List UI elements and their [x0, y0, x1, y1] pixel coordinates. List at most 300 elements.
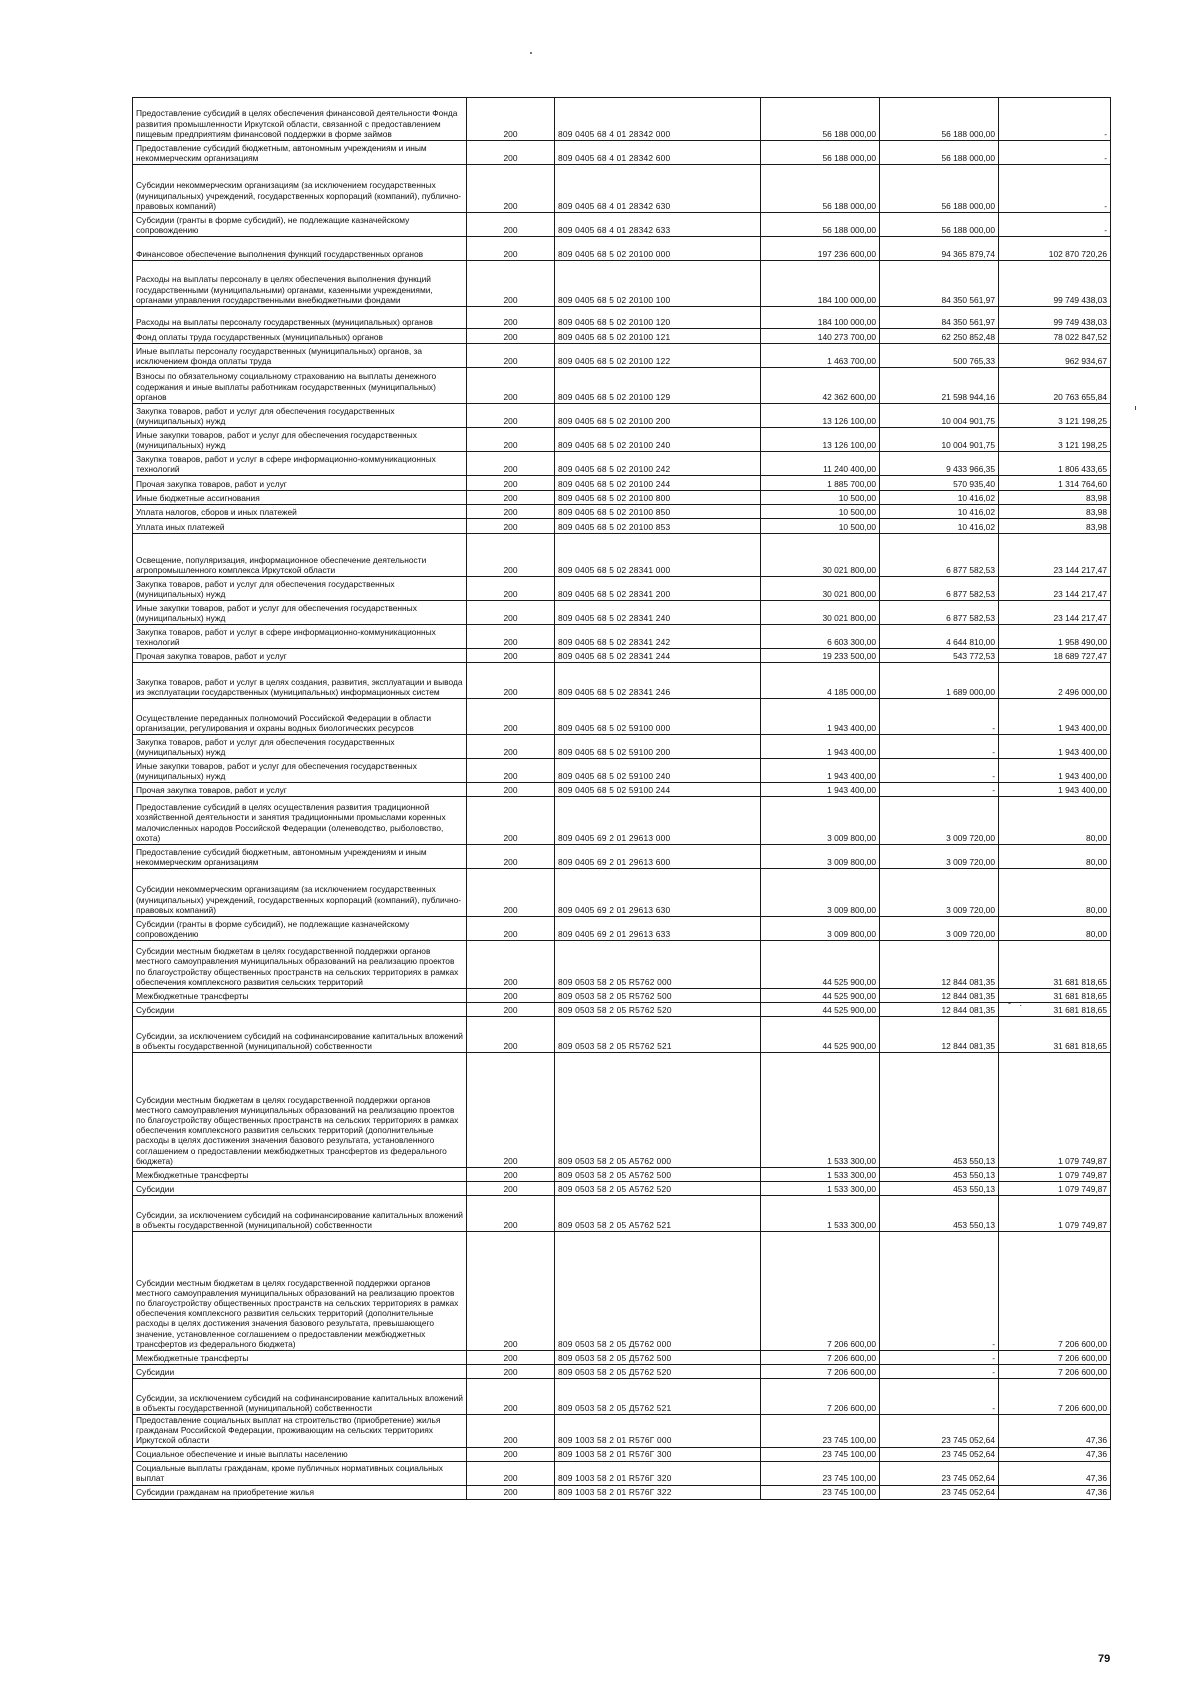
unexecuted-amount: 80,00	[999, 869, 1111, 917]
approved-amount: 3 009 800,00	[761, 845, 880, 869]
executed-amount: 543 772,53	[880, 649, 999, 663]
budget-classification-code: 809 0405 68 5 02 20100 000	[555, 237, 761, 261]
table-row	[133, 491, 1111, 505]
budget-classification-code: 809 0503 58 2 05 Д5762 520	[555, 1365, 761, 1379]
executed-amount: 570 935,40	[880, 476, 999, 491]
budget-classification-code: 809 0405 68 5 02 28341 244	[555, 649, 761, 663]
budget-classification-code: 809 0405 68 5 02 28341 246	[555, 663, 761, 699]
line-item-name: Иные выплаты персоналу государственных (муниципальных) органов, за исключением фонда оплаты труда	[133, 344, 467, 368]
table-row	[133, 476, 1111, 491]
line-item-name: Субсидии местным бюджетам в целях государственной поддержки органов местного самоуправления муниципальных образований на реализацию проектов по благоустройству общественных пространств на сельских территориях в рамках обеспечения комплексного развития сельских территорий (дополнительные расходы в целях достижения значения базового результата, превышающего значение, установленное соглашением о предоставлении межбюджетных трансфертов из федерального бюджета)	[133, 1232, 467, 1351]
line-item-name: Освещение, популяризация, информационное обеспечение деятельности агропромышленного комплекса Иркутской области	[133, 534, 467, 577]
line-item-name: Субсидии (гранты в форме субсидий), не подлежащие казначейскому сопровождению	[133, 213, 467, 237]
line-code: 200	[467, 1053, 555, 1168]
unexecuted-amount: -	[999, 98, 1111, 141]
budget-classification-code: 809 0405 68 5 02 20100 120	[555, 307, 761, 329]
executed-amount: 453 550,13	[880, 1196, 999, 1232]
line-item-name: Субсидии, за исключением субсидий на софинансирование капитальных вложений в объекты государственной (муниципальной) собственности	[133, 1379, 467, 1415]
table-row	[133, 519, 1111, 534]
executed-amount: 56 188 000,00	[880, 165, 999, 213]
line-code: 200	[467, 329, 555, 344]
line-code: 200	[467, 577, 555, 601]
unexecuted-amount: -	[999, 165, 1111, 213]
table-row	[133, 1182, 1111, 1196]
executed-amount: 84 350 561,97	[880, 307, 999, 329]
table-row	[133, 307, 1111, 329]
line-code: 200	[467, 699, 555, 735]
line-item-name: Субсидии некоммерческим организациям (за исключением государственных (муниципальных) учреждений, государственных корпораций (компаний), публично-правовых компаний)	[133, 869, 467, 917]
line-item-name: Закупка товаров, работ и услуг для обеспечения государственных (муниципальных) нужд	[133, 735, 467, 759]
budget-classification-code: 809 0405 68 5 02 20100 853	[555, 519, 761, 534]
approved-amount: 6 603 300,00	[761, 625, 880, 649]
line-code: 200	[467, 476, 555, 491]
line-item-name: Прочая закупка товаров, работ и услуг	[133, 783, 467, 797]
line-item-name: Предоставление субсидий в целях осуществления развития традиционной хозяйственной деятельности и занятия традиционными промыслами коренных малочисленных народов Российской Федерации (оленеводство, рыболовство, охота)	[133, 797, 467, 845]
unexecuted-amount: 20 763 655,84	[999, 368, 1111, 404]
line-item-name: Иные закупки товаров, работ и услуг для обеспечения государственных (муниципальных) нужд	[133, 428, 467, 452]
line-code: 200	[467, 452, 555, 476]
unexecuted-amount: 83,98	[999, 519, 1111, 534]
unexecuted-amount: 1 079 749,87	[999, 1182, 1111, 1196]
budget-classification-code: 809 0503 58 2 05 R5762 000	[555, 941, 761, 989]
approved-amount: 1 533 300,00	[761, 1168, 880, 1182]
approved-amount: 23 745 100,00	[761, 1485, 880, 1499]
table-row	[133, 1485, 1111, 1499]
unexecuted-amount: 1 079 749,87	[999, 1053, 1111, 1168]
table-row	[133, 1447, 1111, 1461]
executed-amount: 3 009 720,00	[880, 797, 999, 845]
budget-classification-code: 809 0405 68 5 02 28341 240	[555, 601, 761, 625]
line-code: 200	[467, 1017, 555, 1053]
unexecuted-amount: 23 144 217,47	[999, 577, 1111, 601]
line-code: 200	[467, 519, 555, 534]
line-code: 200	[467, 663, 555, 699]
unexecuted-amount: 23 144 217,47	[999, 601, 1111, 625]
approved-amount: 30 021 800,00	[761, 601, 880, 625]
unexecuted-amount: 31 681 818,65	[999, 989, 1111, 1003]
budget-execution-table	[132, 97, 1111, 1500]
unexecuted-amount: -	[999, 213, 1111, 237]
budget-classification-code: 809 0503 58 2 05 Д5762 521	[555, 1379, 761, 1415]
table-row	[133, 1365, 1111, 1379]
line-code: 200	[467, 797, 555, 845]
line-item-name: Закупка товаров, работ и услуг для обеспечения государственных (муниципальных) нужд	[133, 404, 467, 428]
line-item-name: Закупка товаров, работ и услуг в сфере информационно-коммуникационных технологий	[133, 625, 467, 649]
unexecuted-amount: 18 689 727,47	[999, 649, 1111, 663]
executed-amount: 84 350 561,97	[880, 261, 999, 307]
line-code: 200	[467, 783, 555, 797]
approved-amount: 1 943 400,00	[761, 735, 880, 759]
table-row	[133, 577, 1111, 601]
approved-amount: 184 100 000,00	[761, 261, 880, 307]
approved-amount: 19 233 500,00	[761, 649, 880, 663]
approved-amount: 197 236 600,00	[761, 237, 880, 261]
line-code: 200	[467, 261, 555, 307]
line-code: 200	[467, 368, 555, 404]
approved-amount: 42 362 600,00	[761, 368, 880, 404]
unexecuted-amount: 47,36	[999, 1485, 1111, 1499]
line-item-name: Предоставление субсидий бюджетным, автономным учреждениям и иным некоммерческим организациям	[133, 141, 467, 165]
line-code: 200	[467, 1485, 555, 1499]
unexecuted-amount: 1 943 400,00	[999, 783, 1111, 797]
executed-amount: 6 877 582,53	[880, 534, 999, 577]
approved-amount: 4 185 000,00	[761, 663, 880, 699]
line-item-name: Иные бюджетные ассигнования	[133, 491, 467, 505]
approved-amount: 23 745 100,00	[761, 1447, 880, 1461]
approved-amount: 23 745 100,00	[761, 1415, 880, 1448]
table-row	[133, 329, 1111, 344]
approved-amount: 7 206 600,00	[761, 1351, 880, 1365]
unexecuted-amount: 1 079 749,87	[999, 1196, 1111, 1232]
approved-amount: 44 525 900,00	[761, 941, 880, 989]
unexecuted-amount: 1 806 433,65	[999, 452, 1111, 476]
line-code: 200	[467, 534, 555, 577]
line-item-name: Иные закупки товаров, работ и услуг для обеспечения государственных (муниципальных) нужд	[133, 601, 467, 625]
approved-amount: 13 126 100,00	[761, 404, 880, 428]
line-code: 200	[467, 1415, 555, 1448]
unexecuted-amount: 78 022 847,52	[999, 329, 1111, 344]
unexecuted-amount: 47,36	[999, 1415, 1111, 1448]
line-code: 200	[467, 989, 555, 1003]
line-item-name: Закупка товаров, работ и услуг для обеспечения государственных (муниципальных) нужд	[133, 577, 467, 601]
table-row	[133, 213, 1111, 237]
line-item-name: Межбюджетные трансферты	[133, 1168, 467, 1182]
table-row	[133, 368, 1111, 404]
budget-classification-code: 809 0503 58 2 05 А5762 500	[555, 1168, 761, 1182]
table-row	[133, 649, 1111, 663]
executed-amount: 3 009 720,00	[880, 845, 999, 869]
approved-amount: 7 206 600,00	[761, 1365, 880, 1379]
table-row	[133, 1196, 1111, 1232]
approved-amount: 3 009 800,00	[761, 797, 880, 845]
approved-amount: 56 188 000,00	[761, 141, 880, 165]
executed-amount: 12 844 081,35	[880, 1017, 999, 1053]
table-row	[133, 845, 1111, 869]
approved-amount: 10 500,00	[761, 491, 880, 505]
executed-amount: 94 365 879,74	[880, 237, 999, 261]
executed-amount: -	[880, 1351, 999, 1365]
line-code: 200	[467, 1182, 555, 1196]
executed-amount: 12 844 081,35	[880, 941, 999, 989]
line-item-name: Субсидии, за исключением субсидий на софинансирование капитальных вложений в объекты государственной (муниципальной) собственности	[133, 1196, 467, 1232]
table-row	[133, 917, 1111, 941]
table-row	[133, 98, 1111, 141]
executed-amount: 453 550,13	[880, 1182, 999, 1196]
approved-amount: 23 745 100,00	[761, 1461, 880, 1485]
executed-amount: 3 009 720,00	[880, 917, 999, 941]
executed-amount: 453 550,13	[880, 1168, 999, 1182]
budget-classification-code: 809 1003 58 2 01 R576Г 000	[555, 1415, 761, 1448]
budget-classification-code: 809 0503 58 2 05 R5762 500	[555, 989, 761, 1003]
line-item-name: Социальные выплаты гражданам, кроме публичных нормативных социальных выплат	[133, 1461, 467, 1485]
line-code: 200	[467, 1232, 555, 1351]
executed-amount: 500 765,33	[880, 344, 999, 368]
line-item-name: Предоставление субсидий бюджетным, автономным учреждениям и иным некоммерческим организациям	[133, 845, 467, 869]
line-code: 200	[467, 213, 555, 237]
approved-amount: 56 188 000,00	[761, 98, 880, 141]
line-code: 200	[467, 845, 555, 869]
line-item-name: Субсидии (гранты в форме субсидий), не подлежащие казначейскому сопровождению	[133, 917, 467, 941]
table-row	[133, 783, 1111, 797]
executed-amount: -	[880, 783, 999, 797]
line-code: 200	[467, 237, 555, 261]
line-item-name: Межбюджетные трансферты	[133, 1351, 467, 1365]
line-code: 200	[467, 307, 555, 329]
unexecuted-amount: 7 206 600,00	[999, 1379, 1111, 1415]
executed-amount: 23 745 052,64	[880, 1485, 999, 1499]
executed-amount: 23 745 052,64	[880, 1415, 999, 1448]
budget-classification-code: 809 0405 68 5 02 20100 100	[555, 261, 761, 307]
table-row	[133, 1461, 1111, 1485]
executed-amount: 10 004 901,75	[880, 428, 999, 452]
line-code: 200	[467, 1196, 555, 1232]
line-code: 200	[467, 344, 555, 368]
line-code: 200	[467, 625, 555, 649]
approved-amount: 140 273 700,00	[761, 329, 880, 344]
table-row	[133, 141, 1111, 165]
budget-classification-code: 809 0503 58 2 05 Д5762 500	[555, 1351, 761, 1365]
budget-classification-code: 809 0405 68 5 02 59100 000	[555, 699, 761, 735]
executed-amount: 453 550,13	[880, 1053, 999, 1168]
executed-amount: -	[880, 735, 999, 759]
table-row	[133, 1017, 1111, 1053]
line-code: 200	[467, 404, 555, 428]
table-row	[133, 1232, 1111, 1351]
table-row	[133, 625, 1111, 649]
budget-classification-code: 809 0405 68 4 01 28342 000	[555, 98, 761, 141]
budget-classification-code: 809 0405 68 5 02 59100 200	[555, 735, 761, 759]
budget-classification-code: 809 0405 68 5 02 20100 240	[555, 428, 761, 452]
executed-amount: 6 877 582,53	[880, 577, 999, 601]
unexecuted-amount: 1 314 764,60	[999, 476, 1111, 491]
line-item-name: Финансовое обеспечение выполнения функций государственных органов	[133, 237, 467, 261]
line-item-name: Субсидии гражданам на приобретение жилья	[133, 1485, 467, 1499]
unexecuted-amount: 80,00	[999, 797, 1111, 845]
unexecuted-amount: 3 121 198,25	[999, 404, 1111, 428]
line-item-name: Прочая закупка товаров, работ и услуг	[133, 649, 467, 663]
executed-amount: 12 844 081,35	[880, 1003, 999, 1017]
budget-classification-code: 809 0405 68 4 01 28342 633	[555, 213, 761, 237]
budget-classification-code: 809 0405 68 5 02 59100 244	[555, 783, 761, 797]
table-row	[133, 735, 1111, 759]
executed-amount: 21 598 944,16	[880, 368, 999, 404]
line-item-name: Межбюджетные трансферты	[133, 989, 467, 1003]
unexecuted-amount: 31 681 818,65	[999, 941, 1111, 989]
line-code: 200	[467, 505, 555, 519]
table-row	[133, 1379, 1111, 1415]
budget-classification-code: 809 0503 58 2 05 А5762 521	[555, 1196, 761, 1232]
executed-amount: 10 416,02	[880, 505, 999, 519]
approved-amount: 44 525 900,00	[761, 1003, 880, 1017]
table-body	[133, 98, 1111, 1500]
line-code: 200	[467, 759, 555, 783]
line-code: 200	[467, 491, 555, 505]
table-row	[133, 237, 1111, 261]
budget-classification-code: 809 1003 58 2 01 R576Г 300	[555, 1447, 761, 1461]
approved-amount: 1 533 300,00	[761, 1196, 880, 1232]
budget-classification-code: 809 0405 69 2 01 29613 000	[555, 797, 761, 845]
line-code: 200	[467, 1379, 555, 1415]
table-row	[133, 797, 1111, 845]
approved-amount: 1 943 400,00	[761, 783, 880, 797]
table-row	[133, 404, 1111, 428]
unexecuted-amount: 99 749 438,03	[999, 307, 1111, 329]
line-item-name: Субсидии	[133, 1182, 467, 1196]
budget-classification-code: 809 0503 58 2 05 Д5762 000	[555, 1232, 761, 1351]
line-code: 200	[467, 1447, 555, 1461]
budget-classification-code: 809 0405 68 5 02 20100 244	[555, 476, 761, 491]
budget-classification-code: 809 1003 58 2 01 R576Г 320	[555, 1461, 761, 1485]
line-item-name: Фонд оплаты труда государственных (муниципальных) органов	[133, 329, 467, 344]
budget-classification-code: 809 0405 68 4 01 28342 630	[555, 165, 761, 213]
approved-amount: 11 240 400,00	[761, 452, 880, 476]
unexecuted-amount: 31 681 818,65	[999, 1003, 1111, 1017]
unexecuted-amount: 83,98	[999, 505, 1111, 519]
line-item-name: Предоставление социальных выплат на строительство (приобретение) жилья гражданам Российской Федерации, проживающим на сельских территориях Иркутской области	[133, 1415, 467, 1448]
unexecuted-amount: 1 079 749,87	[999, 1168, 1111, 1182]
budget-classification-code: 809 0405 68 5 02 20100 129	[555, 368, 761, 404]
line-code: 200	[467, 1351, 555, 1365]
approved-amount: 44 525 900,00	[761, 1017, 880, 1053]
executed-amount: 10 004 901,75	[880, 404, 999, 428]
scan-speck	[530, 52, 532, 54]
line-code: 200	[467, 917, 555, 941]
approved-amount: 10 500,00	[761, 519, 880, 534]
approved-amount: 30 021 800,00	[761, 577, 880, 601]
table-row	[133, 165, 1111, 213]
budget-classification-code: 809 0405 68 4 01 28342 600	[555, 141, 761, 165]
unexecuted-amount: 47,36	[999, 1461, 1111, 1485]
line-item-name: Расходы на выплаты персоналу в целях обеспечения выполнения функций государственными (муниципальными) органами, казенными учреждениями, органами управления государственными внебюджетными фондами	[133, 261, 467, 307]
unexecuted-amount: 31 681 818,65	[999, 1017, 1111, 1053]
executed-amount: 23 745 052,64	[880, 1447, 999, 1461]
table-row	[133, 663, 1111, 699]
table-row	[133, 869, 1111, 917]
line-item-name: Социальное обеспечение и иные выплаты населению	[133, 1447, 467, 1461]
budget-classification-code: 809 0405 69 2 01 29613 630	[555, 869, 761, 917]
unexecuted-amount: 1 943 400,00	[999, 735, 1111, 759]
unexecuted-amount: 80,00	[999, 845, 1111, 869]
approved-amount: 10 500,00	[761, 505, 880, 519]
executed-amount: 1 689 000,00	[880, 663, 999, 699]
budget-classification-code: 809 0503 58 2 05 А5762 000	[555, 1053, 761, 1168]
approved-amount: 1 463 700,00	[761, 344, 880, 368]
table-row	[133, 759, 1111, 783]
approved-amount: 13 126 100,00	[761, 428, 880, 452]
budget-classification-code: 809 0405 68 5 02 20100 800	[555, 491, 761, 505]
budget-classification-code: 809 0503 58 2 05 R5762 521	[555, 1017, 761, 1053]
line-code: 200	[467, 735, 555, 759]
unexecuted-amount: 47,36	[999, 1447, 1111, 1461]
budget-classification-code: 809 0405 68 5 02 20100 242	[555, 452, 761, 476]
executed-amount: -	[880, 1379, 999, 1415]
table-row	[133, 505, 1111, 519]
executed-amount: 3 009 720,00	[880, 869, 999, 917]
approved-amount: 1 533 300,00	[761, 1182, 880, 1196]
line-item-name: Осуществление переданных полномочий Российской Федерации в области организации, регулирования и охраны водных биологических ресурсов	[133, 699, 467, 735]
executed-amount: 6 877 582,53	[880, 601, 999, 625]
unexecuted-amount: 1 943 400,00	[999, 699, 1111, 735]
executed-amount: 56 188 000,00	[880, 98, 999, 141]
table-row	[133, 534, 1111, 577]
budget-classification-code: 809 0405 69 2 01 29613 633	[555, 917, 761, 941]
line-code: 200	[467, 649, 555, 663]
line-item-name: Субсидии	[133, 1365, 467, 1379]
line-code: 200	[467, 941, 555, 989]
executed-amount: 23 745 052,64	[880, 1461, 999, 1485]
budget-classification-code: 809 0405 68 5 02 28341 200	[555, 577, 761, 601]
unexecuted-amount: -	[999, 141, 1111, 165]
stray-marks: - .	[1008, 998, 1025, 1008]
line-code: 200	[467, 601, 555, 625]
line-item-name: Субсидии некоммерческим организациям (за исключением государственных (муниципальных) учреждений, государственных корпораций (компаний), публично-правовых компаний)	[133, 165, 467, 213]
line-item-name: Уплата налогов, сборов и иных платежей	[133, 505, 467, 519]
unexecuted-amount: 23 144 217,47	[999, 534, 1111, 577]
unexecuted-amount: 7 206 600,00	[999, 1232, 1111, 1351]
scan-mark	[1135, 406, 1136, 410]
line-code: 200	[467, 428, 555, 452]
executed-amount: 56 188 000,00	[880, 213, 999, 237]
line-item-name: Уплата иных платежей	[133, 519, 467, 534]
approved-amount: 1 885 700,00	[761, 476, 880, 491]
budget-classification-code: 809 1003 58 2 01 R576Г 322	[555, 1485, 761, 1499]
executed-amount: 10 416,02	[880, 519, 999, 534]
executed-amount: -	[880, 1232, 999, 1351]
line-code: 200	[467, 869, 555, 917]
budget-classification-code: 809 0503 58 2 05 R5762 520	[555, 1003, 761, 1017]
line-code: 200	[467, 1461, 555, 1485]
approved-amount: 1 943 400,00	[761, 699, 880, 735]
approved-amount: 1 943 400,00	[761, 759, 880, 783]
unexecuted-amount: 962 934,67	[999, 344, 1111, 368]
executed-amount: 4 644 810,00	[880, 625, 999, 649]
line-item-name: Субсидии местным бюджетам в целях государственной поддержки органов местного самоуправления муниципальных образований на реализацию проектов по благоустройству общественных пространств на сельских территориях в рамках обеспечения комплексного развития сельских территорий (дополнительные расходы в целях достижения значения базового результата, установленного соглашением о предоставлении межбюджетных трансфертов из федерального бюджета)	[133, 1053, 467, 1168]
line-item-name: Закупка товаров, работ и услуг в сфере информационно-коммуникационных технологий	[133, 452, 467, 476]
unexecuted-amount: 2 496 000,00	[999, 663, 1111, 699]
executed-amount: -	[880, 1365, 999, 1379]
approved-amount: 184 100 000,00	[761, 307, 880, 329]
line-code: 200	[467, 141, 555, 165]
approved-amount: 56 188 000,00	[761, 213, 880, 237]
approved-amount: 56 188 000,00	[761, 165, 880, 213]
budget-classification-code: 809 0405 68 5 02 20100 850	[555, 505, 761, 519]
line-item-name: Субсидии	[133, 1003, 467, 1017]
executed-amount: 62 250 852,48	[880, 329, 999, 344]
table-row	[133, 1415, 1111, 1448]
line-code: 200	[467, 1168, 555, 1182]
line-item-name: Расходы на выплаты персоналу государственных (муниципальных) органов	[133, 307, 467, 329]
approved-amount: 1 533 300,00	[761, 1053, 880, 1168]
unexecuted-amount: 80,00	[999, 917, 1111, 941]
executed-amount: 9 433 966,35	[880, 452, 999, 476]
approved-amount: 7 206 600,00	[761, 1379, 880, 1415]
line-code: 200	[467, 98, 555, 141]
table-row	[133, 261, 1111, 307]
table-row	[133, 699, 1111, 735]
table-row	[133, 1168, 1111, 1182]
executed-amount: 10 416,02	[880, 491, 999, 505]
budget-classification-code: 809 0405 68 5 02 20100 121	[555, 329, 761, 344]
line-item-name: Прочая закупка товаров, работ и услуг	[133, 476, 467, 491]
unexecuted-amount: 7 206 600,00	[999, 1351, 1111, 1365]
line-item-name: Взносы по обязательному социальному страхованию на выплаты денежного содержания и иные выплаты работникам государственных (муниципальных) органов	[133, 368, 467, 404]
unexecuted-amount: 3 121 198,25	[999, 428, 1111, 452]
budget-classification-code: 809 0405 68 5 02 28341 000	[555, 534, 761, 577]
line-code: 200	[467, 1365, 555, 1379]
unexecuted-amount: 1 958 490,00	[999, 625, 1111, 649]
budget-classification-code: 809 0405 68 5 02 28341 242	[555, 625, 761, 649]
line-item-name: Субсидии, за исключением субсидий на софинансирование капитальных вложений в объекты государственной (муниципальной) собственности	[133, 1017, 467, 1053]
